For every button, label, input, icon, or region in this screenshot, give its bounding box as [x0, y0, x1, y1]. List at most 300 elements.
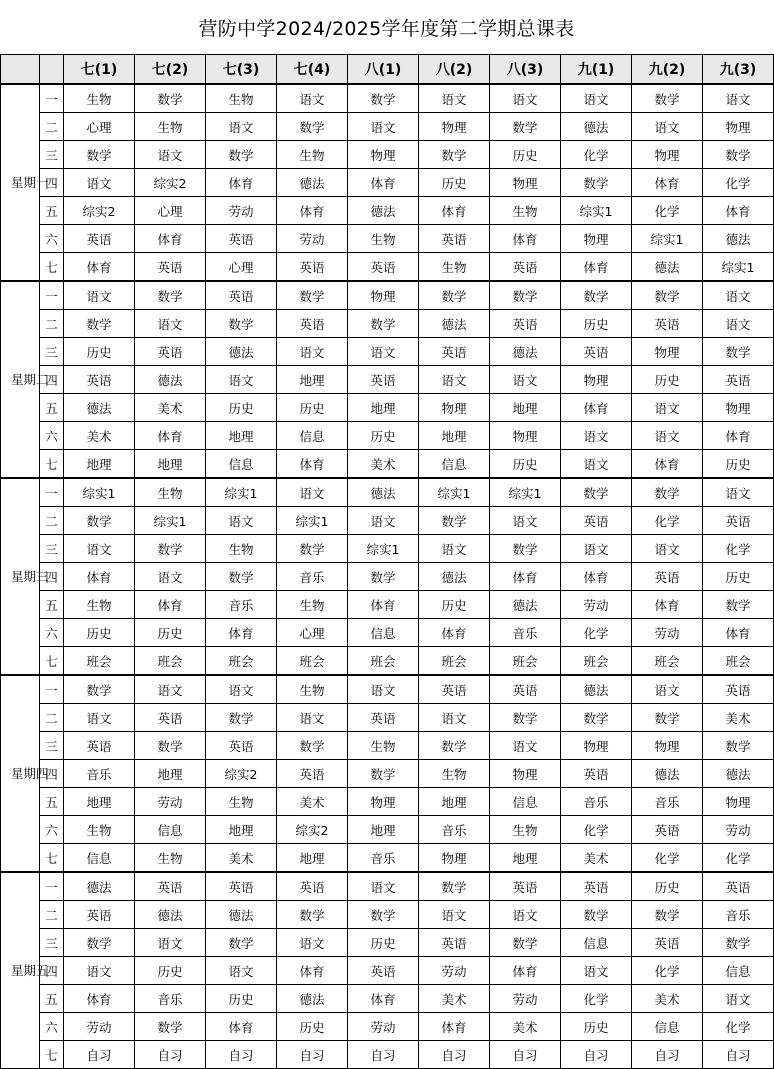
subject-cell: 美术 — [632, 985, 703, 1013]
subject-cell: 音乐 — [64, 760, 135, 788]
subject-cell: 数学 — [135, 1013, 206, 1041]
period-number: 一 — [40, 675, 64, 704]
subject-cell: 数学 — [64, 141, 135, 169]
subject-cell: 数学 — [348, 310, 419, 338]
subject-cell: 劳动 — [64, 1013, 135, 1041]
subject-cell: 历史 — [277, 394, 348, 422]
subject-cell: 英语 — [490, 872, 561, 901]
period-number: 七 — [40, 450, 64, 479]
subject-cell: 综实2 — [64, 197, 135, 225]
subject-cell: 德法 — [703, 760, 774, 788]
subject-cell: 英语 — [561, 872, 632, 901]
subject-cell: 体育 — [64, 985, 135, 1013]
subject-cell: 劳动 — [632, 619, 703, 647]
day-label: 星期三 — [11, 568, 49, 584]
subject-cell: 英语 — [419, 675, 490, 704]
subject-cell: 综实1 — [64, 478, 135, 507]
subject-cell: 数学 — [206, 310, 277, 338]
subject-cell: 历史 — [703, 563, 774, 591]
subject-cell: 数学 — [561, 901, 632, 929]
subject-cell: 美术 — [206, 844, 277, 873]
subject-cell: 化学 — [561, 141, 632, 169]
subject-cell: 信息 — [419, 450, 490, 479]
subject-cell: 语文 — [348, 675, 419, 704]
day-label-cell — [1, 478, 49, 675]
subject-cell: 语文 — [490, 84, 561, 113]
period-row — [1, 591, 774, 619]
subject-cell: 体育 — [561, 253, 632, 282]
subject-cell: 语文 — [561, 535, 632, 563]
subject-cell: 英语 — [277, 310, 348, 338]
subject-cell: 历史 — [135, 619, 206, 647]
period-number: 六 — [40, 1013, 64, 1041]
subject-cell: 化学 — [632, 197, 703, 225]
subject-cell: 数学 — [277, 113, 348, 141]
subject-cell: 劳动 — [561, 591, 632, 619]
period-number: 五 — [40, 788, 64, 816]
subject-cell: 德法 — [348, 478, 419, 507]
subject-cell: 英语 — [419, 929, 490, 957]
day-label-cell — [1, 872, 49, 1069]
period-number: 五 — [40, 394, 64, 422]
subject-cell: 体育 — [206, 619, 277, 647]
day-label: 星期二 — [11, 371, 49, 387]
subject-cell: 语文 — [561, 450, 632, 479]
period-row — [1, 113, 774, 141]
subject-cell: 物理 — [490, 760, 561, 788]
subject-cell: 数学 — [632, 704, 703, 732]
subject-cell: 生物 — [490, 197, 561, 225]
subject-cell: 德法 — [135, 901, 206, 929]
period-row — [1, 647, 774, 676]
subject-cell: 数学 — [419, 141, 490, 169]
subject-cell: 音乐 — [348, 844, 419, 873]
subject-cell: 德法 — [632, 253, 703, 282]
subject-cell: 体育 — [632, 169, 703, 197]
period-row — [1, 310, 774, 338]
subject-cell: 化学 — [703, 1013, 774, 1041]
period-row — [1, 563, 774, 591]
subject-cell: 语文 — [348, 113, 419, 141]
subject-cell: 历史 — [561, 1013, 632, 1041]
subject-cell: 英语 — [632, 816, 703, 844]
subject-cell: 综实1 — [419, 478, 490, 507]
subject-cell: 地理 — [206, 816, 277, 844]
subject-cell: 化学 — [632, 507, 703, 535]
subject-cell: 体育 — [703, 197, 774, 225]
subject-cell: 语文 — [419, 901, 490, 929]
subject-cell: 生物 — [64, 84, 135, 113]
subject-cell: 美术 — [135, 394, 206, 422]
subject-cell: 语文 — [64, 957, 135, 985]
subject-cell: 音乐 — [206, 591, 277, 619]
day-label: 星期一 — [11, 174, 49, 190]
subject-cell: 数学 — [632, 478, 703, 507]
subject-cell: 自习 — [490, 1041, 561, 1069]
subject-cell: 语文 — [277, 338, 348, 366]
period-row — [1, 816, 774, 844]
subject-cell: 信息 — [64, 844, 135, 873]
subject-cell: 语文 — [490, 366, 561, 394]
period-row — [1, 1041, 774, 1069]
day-label: 星期五 — [11, 962, 49, 978]
subject-cell: 英语 — [348, 957, 419, 985]
period-row — [1, 732, 774, 760]
subject-cell: 信息 — [206, 450, 277, 479]
subject-cell: 物理 — [561, 225, 632, 253]
subject-cell: 物理 — [703, 788, 774, 816]
subject-cell: 语文 — [277, 84, 348, 113]
subject-cell: 英语 — [561, 507, 632, 535]
subject-cell: 数学 — [490, 929, 561, 957]
subject-cell: 语文 — [348, 338, 419, 366]
subject-cell: 德法 — [135, 366, 206, 394]
subject-cell: 英语 — [490, 310, 561, 338]
subject-cell: 体育 — [703, 422, 774, 450]
period-number: 六 — [40, 816, 64, 844]
subject-cell: 语文 — [490, 732, 561, 760]
class-header: 七(1) — [64, 55, 135, 85]
subject-cell: 信息 — [490, 788, 561, 816]
subject-cell: 数学 — [490, 535, 561, 563]
subject-cell: 体育 — [419, 619, 490, 647]
subject-cell: 物理 — [632, 141, 703, 169]
subject-cell: 生物 — [277, 675, 348, 704]
subject-cell: 语文 — [632, 394, 703, 422]
subject-cell: 历史 — [703, 450, 774, 479]
subject-cell: 数学 — [419, 872, 490, 901]
subject-cell: 数学 — [561, 704, 632, 732]
period-number: 三 — [40, 535, 64, 563]
subject-cell: 自习 — [348, 1041, 419, 1069]
subject-cell: 语文 — [277, 478, 348, 507]
subject-cell: 劳动 — [348, 1013, 419, 1041]
subject-cell: 体育 — [703, 619, 774, 647]
subject-cell: 物理 — [703, 394, 774, 422]
subject-cell: 语文 — [206, 675, 277, 704]
subject-cell: 生物 — [135, 844, 206, 873]
period-number: 二 — [40, 704, 64, 732]
subject-cell: 劳动 — [490, 985, 561, 1013]
class-header: 七(2) — [135, 55, 206, 85]
class-header: 八(2) — [419, 55, 490, 85]
subject-cell: 数学 — [135, 535, 206, 563]
subject-cell: 物理 — [419, 844, 490, 873]
subject-cell: 数学 — [419, 507, 490, 535]
period-number: 四 — [40, 563, 64, 591]
period-number: 五 — [40, 985, 64, 1013]
subject-cell: 历史 — [206, 985, 277, 1013]
subject-cell: 综实1 — [632, 225, 703, 253]
subject-cell: 地理 — [419, 788, 490, 816]
subject-cell: 英语 — [632, 929, 703, 957]
subject-cell: 英语 — [348, 366, 419, 394]
subject-cell: 语文 — [703, 985, 774, 1013]
period-number: 七 — [40, 647, 64, 676]
subject-cell: 地理 — [490, 394, 561, 422]
period-number: 一 — [40, 84, 64, 113]
subject-cell: 数学 — [348, 760, 419, 788]
subject-cell: 劳动 — [135, 788, 206, 816]
period-number: 五 — [40, 591, 64, 619]
period-row — [1, 394, 774, 422]
subject-cell: 英语 — [206, 281, 277, 310]
subject-cell: 物理 — [348, 281, 419, 310]
subject-cell: 生物 — [419, 253, 490, 282]
subject-cell: 数学 — [561, 281, 632, 310]
subject-cell: 体育 — [348, 591, 419, 619]
subject-cell: 体育 — [206, 169, 277, 197]
day-label-cell — [1, 281, 49, 478]
subject-cell: 语文 — [135, 929, 206, 957]
subject-cell: 数学 — [64, 507, 135, 535]
subject-cell: 语文 — [64, 169, 135, 197]
period-row — [1, 281, 774, 310]
subject-cell: 数学 — [703, 732, 774, 760]
subject-cell: 德法 — [490, 591, 561, 619]
subject-cell: 英语 — [64, 901, 135, 929]
subject-cell: 数学 — [632, 281, 703, 310]
subject-cell: 英语 — [703, 366, 774, 394]
subject-cell: 数学 — [703, 338, 774, 366]
period-number: 七 — [40, 253, 64, 282]
subject-cell: 地理 — [348, 816, 419, 844]
subject-cell: 语文 — [206, 507, 277, 535]
subject-cell: 生物 — [348, 732, 419, 760]
subject-cell: 音乐 — [632, 788, 703, 816]
subject-cell: 德法 — [419, 310, 490, 338]
subject-cell: 历史 — [490, 141, 561, 169]
subject-cell: 生物 — [490, 816, 561, 844]
subject-cell: 语文 — [135, 310, 206, 338]
subject-cell: 语文 — [419, 366, 490, 394]
subject-cell: 历史 — [490, 450, 561, 479]
subject-cell: 德法 — [64, 872, 135, 901]
subject-cell: 英语 — [206, 872, 277, 901]
period-number: 二 — [40, 901, 64, 929]
subject-cell: 综实1 — [135, 507, 206, 535]
period-row — [1, 957, 774, 985]
period-row — [1, 253, 774, 282]
subject-cell: 班会 — [703, 647, 774, 676]
subject-cell: 语文 — [490, 507, 561, 535]
subject-cell: 数学 — [206, 929, 277, 957]
period-number: 六 — [40, 619, 64, 647]
class-header: 八(1) — [348, 55, 419, 85]
subject-cell: 化学 — [561, 619, 632, 647]
subject-cell: 生物 — [64, 816, 135, 844]
subject-cell: 数学 — [419, 732, 490, 760]
subject-cell: 美术 — [490, 1013, 561, 1041]
subject-cell: 德法 — [561, 113, 632, 141]
period-number: 一 — [40, 281, 64, 310]
period-number: 二 — [40, 113, 64, 141]
subject-cell: 生物 — [206, 535, 277, 563]
period-row — [1, 844, 774, 873]
subject-cell: 音乐 — [277, 563, 348, 591]
subject-cell: 英语 — [348, 704, 419, 732]
period-row — [1, 84, 774, 113]
subject-cell: 班会 — [277, 647, 348, 676]
class-header: 九(3) — [703, 55, 774, 85]
subject-cell: 历史 — [64, 619, 135, 647]
subject-cell: 物理 — [490, 169, 561, 197]
subject-cell: 美术 — [561, 844, 632, 873]
subject-cell: 语文 — [64, 704, 135, 732]
subject-cell: 德法 — [206, 901, 277, 929]
period-number: 三 — [40, 141, 64, 169]
subject-cell: 物理 — [703, 113, 774, 141]
period-number: 三 — [40, 338, 64, 366]
subject-cell: 数学 — [703, 141, 774, 169]
subject-cell: 英语 — [206, 732, 277, 760]
subject-cell: 综实1 — [206, 478, 277, 507]
subject-cell: 数学 — [632, 901, 703, 929]
subject-cell: 劳动 — [277, 225, 348, 253]
subject-cell: 自习 — [561, 1041, 632, 1069]
subject-cell: 综实1 — [277, 507, 348, 535]
subject-cell: 语文 — [135, 141, 206, 169]
subject-cell: 综实1 — [561, 197, 632, 225]
subject-cell: 数学 — [703, 591, 774, 619]
subject-cell: 物理 — [348, 141, 419, 169]
period-row — [1, 338, 774, 366]
subject-cell: 数学 — [632, 84, 703, 113]
subject-cell: 英语 — [277, 253, 348, 282]
subject-cell: 生物 — [277, 141, 348, 169]
subject-cell: 历史 — [348, 422, 419, 450]
subject-cell: 信息 — [703, 957, 774, 985]
period-number: 五 — [40, 197, 64, 225]
subject-cell: 语文 — [632, 675, 703, 704]
subject-cell: 德法 — [632, 760, 703, 788]
subject-cell: 数学 — [277, 901, 348, 929]
subject-cell: 地理 — [64, 450, 135, 479]
subject-cell: 体育 — [490, 957, 561, 985]
subject-cell: 历史 — [348, 929, 419, 957]
subject-cell: 数学 — [561, 169, 632, 197]
subject-cell: 化学 — [561, 985, 632, 1013]
subject-cell: 班会 — [64, 647, 135, 676]
subject-cell: 地理 — [277, 844, 348, 873]
subject-cell: 语文 — [419, 84, 490, 113]
class-header: 七(4) — [277, 55, 348, 85]
subject-cell: 语文 — [561, 84, 632, 113]
period-row — [1, 507, 774, 535]
subject-cell: 心理 — [206, 253, 277, 282]
subject-cell: 历史 — [277, 1013, 348, 1041]
subject-cell: 语文 — [632, 535, 703, 563]
subject-cell: 体育 — [561, 394, 632, 422]
subject-cell: 英语 — [561, 760, 632, 788]
subject-cell: 语文 — [561, 422, 632, 450]
subject-cell: 生物 — [135, 478, 206, 507]
subject-cell: 物理 — [490, 422, 561, 450]
subject-cell: 德法 — [419, 563, 490, 591]
subject-cell: 历史 — [419, 591, 490, 619]
subject-cell: 语文 — [703, 84, 774, 113]
subject-cell: 数学 — [490, 281, 561, 310]
period-row — [1, 478, 774, 507]
period-number: 七 — [40, 844, 64, 873]
subject-cell: 劳动 — [206, 197, 277, 225]
subject-cell: 语文 — [561, 957, 632, 985]
subject-cell: 综实1 — [703, 253, 774, 282]
subject-cell: 英语 — [64, 366, 135, 394]
subject-cell: 化学 — [703, 535, 774, 563]
subject-cell: 英语 — [277, 872, 348, 901]
subject-cell: 历史 — [632, 366, 703, 394]
subject-cell: 音乐 — [490, 619, 561, 647]
subject-cell: 劳动 — [703, 816, 774, 844]
subject-cell: 地理 — [348, 394, 419, 422]
subject-cell: 物理 — [632, 338, 703, 366]
period-row — [1, 197, 774, 225]
subject-cell: 语文 — [135, 563, 206, 591]
day-label-cell — [1, 675, 49, 872]
subject-cell: 语文 — [703, 281, 774, 310]
subject-cell: 体育 — [348, 985, 419, 1013]
subject-cell: 生物 — [348, 225, 419, 253]
subject-cell: 数学 — [206, 704, 277, 732]
subject-cell: 数学 — [277, 281, 348, 310]
subject-cell: 历史 — [632, 872, 703, 901]
subject-cell: 体育 — [277, 450, 348, 479]
subject-cell: 体育 — [348, 169, 419, 197]
subject-cell: 数学 — [135, 281, 206, 310]
subject-cell: 数学 — [206, 563, 277, 591]
subject-cell: 班会 — [561, 647, 632, 676]
subject-cell: 数学 — [490, 704, 561, 732]
subject-cell: 数学 — [277, 535, 348, 563]
timetable — [0, 54, 774, 1069]
subject-cell: 语文 — [490, 901, 561, 929]
period-row — [1, 760, 774, 788]
subject-cell: 体育 — [206, 1013, 277, 1041]
period-row — [1, 788, 774, 816]
subject-cell: 数学 — [703, 929, 774, 957]
subject-cell: 自习 — [206, 1041, 277, 1069]
subject-cell: 体育 — [135, 422, 206, 450]
subject-cell: 地理 — [490, 844, 561, 873]
subject-cell: 心理 — [64, 113, 135, 141]
period-number: 六 — [40, 422, 64, 450]
subject-cell: 心理 — [135, 197, 206, 225]
subject-cell: 德法 — [703, 225, 774, 253]
subject-cell: 英语 — [64, 225, 135, 253]
subject-cell: 语文 — [419, 535, 490, 563]
subject-cell: 历史 — [206, 394, 277, 422]
subject-cell: 美术 — [348, 450, 419, 479]
period-number: 三 — [40, 732, 64, 760]
subject-cell: 语文 — [419, 704, 490, 732]
subject-cell: 综实1 — [490, 478, 561, 507]
period-number: 六 — [40, 225, 64, 253]
subject-cell: 英语 — [135, 338, 206, 366]
period-number: 二 — [40, 310, 64, 338]
subject-cell: 班会 — [632, 647, 703, 676]
period-row — [1, 619, 774, 647]
period-row — [1, 141, 774, 169]
class-header: 九(2) — [632, 55, 703, 85]
subject-cell: 化学 — [703, 169, 774, 197]
period-row — [1, 929, 774, 957]
subject-cell: 信息 — [277, 422, 348, 450]
subject-cell: 劳动 — [419, 957, 490, 985]
subject-cell: 综实2 — [206, 760, 277, 788]
subject-cell: 自习 — [419, 1041, 490, 1069]
day-label: 星期四 — [11, 765, 49, 781]
